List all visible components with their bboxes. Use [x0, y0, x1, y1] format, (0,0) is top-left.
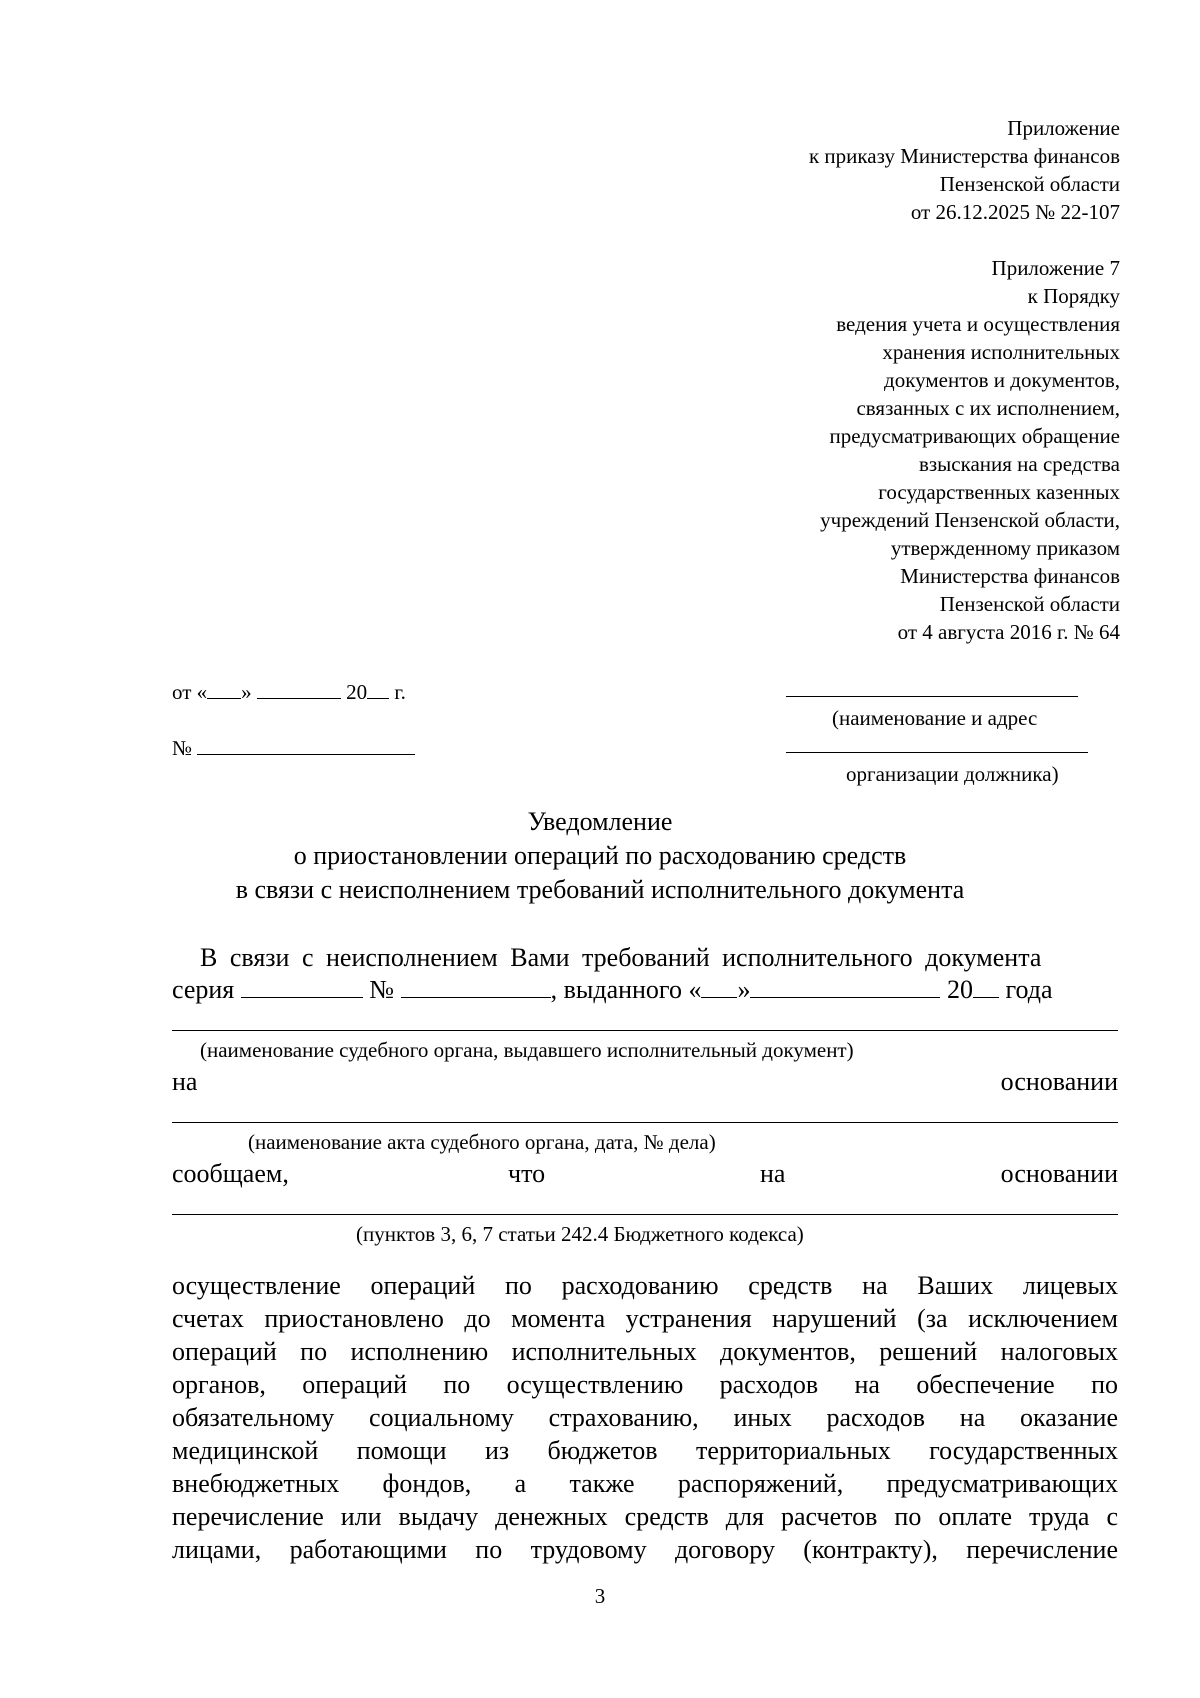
- year-blank[interactable]: [367, 676, 389, 699]
- recipient-caption-1: (наименование и адрес: [832, 706, 1038, 730]
- title-line-3: в связи с неисполнением требований исполнительного документа: [235, 875, 965, 904]
- body-line: медицинской помощи из бюджетов территориальных государственных: [172, 1436, 1118, 1465]
- body-line: лицами, работающими по трудовому договору (контракту), перечисление: [172, 1535, 1118, 1564]
- act-caption: (наименование акта судебного органа, дата, № дела): [248, 1130, 716, 1154]
- number-blank[interactable]: [197, 732, 415, 755]
- appendix-line: хранения исполнительных: [882, 340, 1120, 364]
- series-label: серия: [172, 975, 235, 1004]
- points-caption: (пунктов 3, 6, 7 статьи 242.4 Бюджетного кодекса): [356, 1222, 804, 1246]
- date-mid: »: [241, 680, 252, 704]
- doc-number-label: №: [369, 975, 395, 1004]
- number-prefix: №: [172, 736, 193, 760]
- appendix-line: связанных с их исполнением,: [856, 396, 1120, 420]
- court-act-line[interactable]: [172, 1122, 1118, 1123]
- series-line: [172, 974, 1053, 1006]
- report-word-4: основании: [1000, 1159, 1118, 1188]
- appendix-line: к Порядку: [1027, 284, 1120, 308]
- issued-day-blank[interactable]: [701, 975, 737, 998]
- page-number: 3: [594, 1584, 606, 1608]
- date-suffix: г.: [394, 680, 406, 704]
- day-blank[interactable]: [207, 676, 241, 699]
- issued-mid: »: [737, 975, 751, 1004]
- appendix-line: Пензенской области: [939, 592, 1120, 616]
- body-line: операций по исполнению исполнительных документов, решений налоговых: [172, 1337, 1118, 1366]
- date-prefix: от «: [172, 680, 208, 704]
- issued-month-blank[interactable]: [750, 975, 940, 998]
- date-field: [172, 676, 406, 706]
- on-word: на: [172, 1067, 198, 1096]
- body-line: обязательному социальному страхованию, иных расходов на оказание: [172, 1403, 1118, 1432]
- year-suffix: года: [1005, 975, 1053, 1004]
- appendix-line: от 4 августа 2016 г. № 64: [897, 620, 1120, 644]
- intro-line: В связи с неисполнением Вами требований исполнительного документа: [200, 943, 1042, 972]
- appendix-line: Министерства финансов: [900, 564, 1120, 588]
- issued-year-label: 20: [946, 975, 973, 1004]
- body-line: внебюджетных фондов, а также распоряжений, предусматривающих: [172, 1469, 1118, 1498]
- appendix-line: предусматривающих обращение: [829, 424, 1120, 448]
- date-year: 20: [346, 680, 368, 704]
- recipient-line-1[interactable]: [786, 696, 1078, 697]
- report-word-3: на: [760, 1159, 786, 1188]
- report-word-2: что: [508, 1159, 546, 1188]
- title-line-2: о приостановлении операций по расходованию средств: [293, 841, 907, 870]
- appendix-line: ведения учета и осуществления: [836, 312, 1120, 336]
- court-name-line[interactable]: [172, 1030, 1118, 1031]
- title-line-1: Уведомление: [527, 807, 673, 836]
- appendix-line: Пензенской области: [939, 172, 1120, 196]
- series-blank[interactable]: [241, 975, 363, 998]
- appendix-line: Приложение: [1007, 116, 1120, 140]
- appendix-line: государственных казенных: [878, 480, 1120, 504]
- body-line: органов, операций по осуществлению расходов на обеспечение по: [172, 1370, 1118, 1399]
- appendix-line: к приказу Министерства финансов: [808, 144, 1120, 168]
- appendix-line: документов и документов,: [884, 368, 1120, 392]
- report-word-1: сообщаем,: [172, 1159, 289, 1188]
- appendix-line: взыскания на средства: [918, 452, 1120, 476]
- recipient-caption-2: организации должника): [846, 762, 1059, 786]
- body-line: перечисление или выдачу денежных средств для расчетов по оплате труда с: [172, 1502, 1118, 1531]
- appendix-line: Приложение 7: [991, 256, 1120, 280]
- recipient-line-2[interactable]: [786, 752, 1088, 753]
- doc-number-blank[interactable]: [401, 975, 551, 998]
- month-blank[interactable]: [257, 676, 341, 699]
- appendix-line: от 26.12.2025 № 22-107: [910, 200, 1120, 224]
- basis-word: основании: [1000, 1067, 1118, 1096]
- appendix-line: учреждений Пензенской области,: [820, 508, 1120, 532]
- number-field: [172, 732, 415, 762]
- body-line: счетах приостановлено до момента устранения нарушений (за исключением: [172, 1304, 1118, 1333]
- appendix-line: утвержденному приказом: [890, 536, 1120, 560]
- issued-year-blank[interactable]: [973, 975, 999, 998]
- issued-label: , выданного «: [550, 975, 702, 1004]
- body-line: осуществление операций по расходованию средств на Ваших лицевых: [172, 1271, 1118, 1300]
- court-caption: (наименование судебного органа, выдавшего исполнительный документ): [200, 1038, 854, 1062]
- points-line[interactable]: [172, 1214, 1118, 1215]
